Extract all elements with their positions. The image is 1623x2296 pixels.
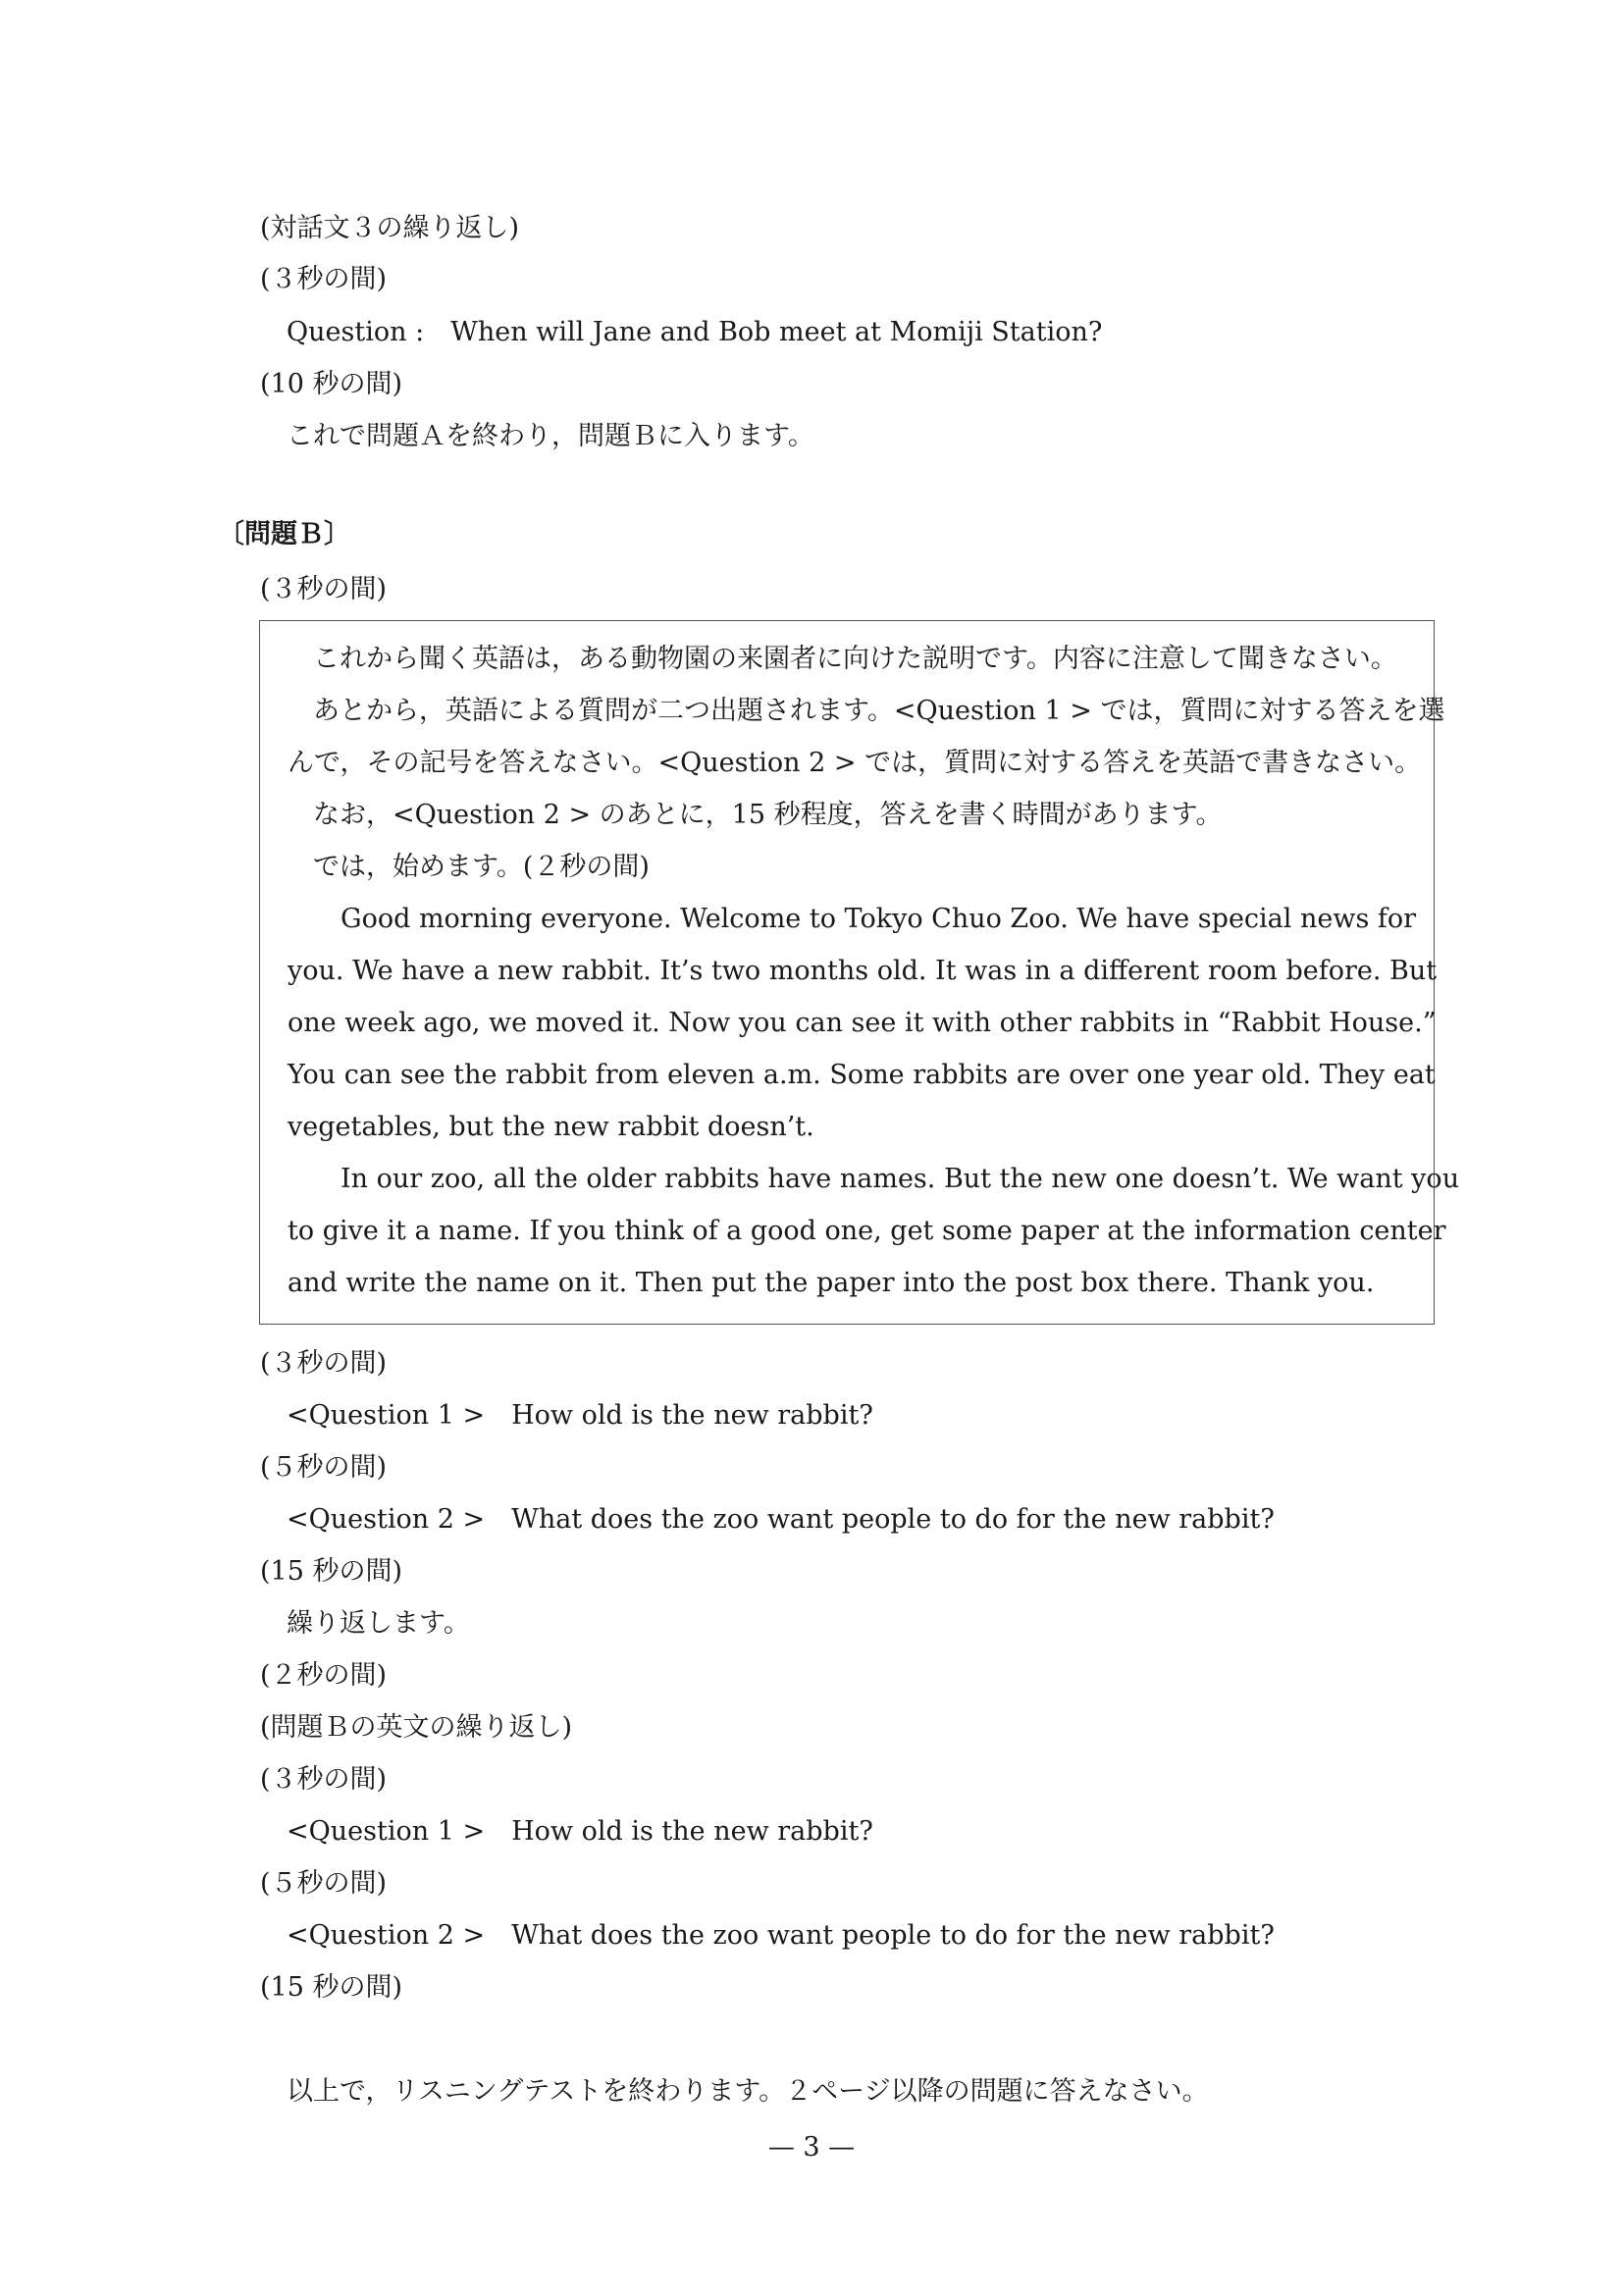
box-jp-line-1: これから聞く英語は，ある動物園の来園者に向けた説明です。内容に注意して聞きなさい。: [313, 644, 1397, 674]
repeat-b-note: (問題Ｂの英文の繰り返し): [260, 1712, 573, 1743]
box-jp-line-3: んで，その記号を答えなさい。<Question 2 > では，質問に対する答えを英語で書きなさい。: [288, 748, 1422, 778]
pause-2s: (２秒の間): [260, 1660, 388, 1691]
repeat-announcement: 繰り返します。: [287, 1608, 470, 1639]
pause-5s: (５秒の間): [260, 1452, 388, 1483]
pause-before-box: (３秒の間): [260, 574, 388, 604]
pause-3s-second: (３秒の間): [260, 1764, 388, 1795]
box-en-line-8: and write the name on it. Then put the paper into the post box there. Thank you.: [288, 1268, 1375, 1298]
box-en-line-3: one week ago, we moved it. Now you can see it with other rabbits in “Rabbit House.”: [288, 1008, 1437, 1038]
pause-15s-second: (15 秒の間): [260, 1972, 403, 2003]
script-box: [259, 620, 1460, 1325]
page-number: — 3 —: [767, 2132, 856, 2163]
box-jp-line-5: では，始めます。(２秒の間): [313, 852, 650, 882]
closing-line: 以上で，リスニングテストを終わります。２ページ以降の問題に答えなさい。: [287, 2076, 1209, 2107]
box-en-line-6: In our zoo, all the older rabbits have names. But the new one doesn’t. We want you: [340, 1164, 1460, 1194]
transition-to-b: これで問題Ａを終わり，問題Ｂに入ります。: [287, 421, 814, 451]
box-en-line-7: to give it a name. If you think of a good one, get some paper at the information center: [288, 1216, 1446, 1246]
repeat-dialogue-3-note: (対話文３の繰り返し): [260, 213, 520, 243]
pause-10s: (10 秒の間): [260, 369, 403, 399]
pause-3s-after-box: (３秒の間): [260, 1348, 388, 1379]
pause-5s-second: (５秒の間): [260, 1868, 388, 1899]
box-jp-line-2: あとから，英語による質問が二つ出題されます。<Question 1 > では，質問に対する答えを選: [313, 696, 1445, 726]
question-line: Question : When will Jane and Bob meet at Momiji Station?: [287, 317, 1103, 347]
pause-15s: (15 秒の間): [260, 1556, 403, 1587]
box-en-line-5: vegetables, but the new rabbit doesn’t.: [288, 1112, 814, 1142]
question-1-line-repeat: <Question 1 > How old is the new rabbit?: [287, 1816, 873, 1847]
pause-3s: (３秒の間): [260, 264, 388, 294]
box-en-line-4: You can see the rabbit from eleven a.m. Some rabbits are over one year old. They eat: [288, 1060, 1436, 1090]
question-2-line: <Question 2 > What does the zoo want people to do for the new rabbit?: [287, 1504, 1275, 1535]
box-en-line-2: you. We have a new rabbit. It’s two months old. It was in a different room before. But: [288, 956, 1438, 986]
box-en-line-1: Good morning everyone. Welcome to Tokyo Chuo Zoo. We have special news for: [340, 904, 1417, 934]
question-2-line-repeat: <Question 2 > What does the zoo want people to do for the new rabbit?: [287, 1920, 1275, 1951]
box-jp-line-4: なお，<Question 2 > のあとに，15 秒程度，答えを書く時間があります。: [313, 800, 1223, 830]
question-1-line: <Question 1 > How old is the new rabbit?: [287, 1400, 873, 1431]
section-b-heading: 〔問題Ｂ〕: [218, 519, 350, 549]
